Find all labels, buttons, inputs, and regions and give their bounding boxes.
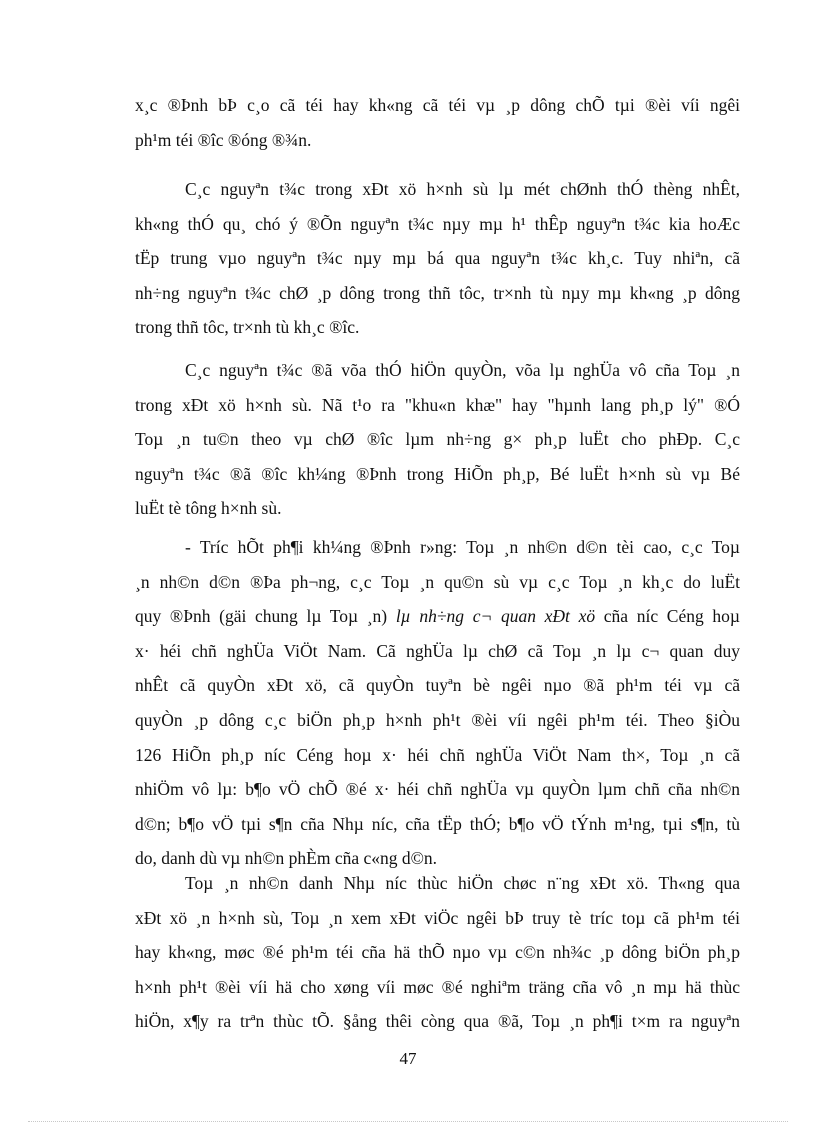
text-line: x· héi chñ nghÜa ViÖt Nam. Cã nghÜa lµ chØ cã Toµ ¸n lµ c¬ quan duy	[135, 640, 740, 661]
text-line: kh«ng thÓ qu¸ chó ý ®Õn nguyªn t¾c nµy mµ h¹ thÊp nguyªn t¾c kia hoÆc	[135, 213, 740, 234]
text-line: luËt tè tông h×nh sù.	[135, 498, 282, 519]
text-segment: cña níc Céng hoµ	[595, 606, 740, 627]
text-line: d©n; b¶o vÖ tµi s¶n cña Nhµ níc, cña tËp thÓ; b¶o vÖ tÝnh m¹ng, tµi s¶n, tù	[135, 813, 740, 834]
text-line: hay kh«ng, møc ®é ph¹m téi cña hä thÕ nµo vµ c©n nh¾c ¸p dông biÖn ph¸p	[135, 942, 740, 963]
text-line: x¸c ®Þnh bÞ c¸o cã téi hay kh«ng cã téi vµ ¸p dông chÕ tµi ®èi víi ngêi	[135, 95, 740, 115]
text-line: Toµ ¸n nh©n danh Nhµ níc thùc hiÖn chøc n¨ng xÐt xö. Th«ng qua	[185, 873, 740, 893]
page-number: 47	[399, 1049, 417, 1068]
text-line: tËp trung vµo nguyªn t¾c nµy mµ bá qua nguyªn t¾c kh¸c. Tuy nhiªn, cã	[135, 248, 740, 269]
text-line: C¸c nguyªn t¾c trong xÐt xö h×nh sù lµ mét chØnh thÓ thèng nhÊt,	[185, 179, 740, 199]
text-line: hiÖn, x¶y ra trªn thùc tÕ. §ång thêi còng qua ®ã, Toµ ¸n ph¶i t×m ra nguyªn	[135, 1011, 740, 1032]
text-line: nhÊt cã quyÒn xÐt xö, cã quyÒn tuyªn bè ngêi nµo ®ã ph¹m téi vµ cã	[135, 675, 740, 696]
paragraph-2	[135, 172, 740, 345]
text-line: C¸c nguyªn t¾c ®ã võa thÓ hiÖn quyÒn, võa lµ nghÜa vô cña Toµ ¸n	[185, 360, 740, 380]
text-line: do, danh dù vµ nh©n phÈm cña c«ng d©n.	[135, 848, 438, 869]
text-line: - Tríc hÕt ph¶i kh¼ng ®Þnh r»ng: Toµ ¸n nh©n d©n tèi cao, c¸c Toµ	[185, 537, 740, 557]
text-line: Toµ ¸n tu©n theo vµ chØ ®îc lµm nh÷ng g× ph¸p luËt cho phÐp. C¸c	[135, 429, 740, 450]
text-segment: quy ®Þnh (gäi chung lµ Toµ ¸n)	[135, 606, 396, 627]
paragraph-3	[135, 353, 740, 526]
paragraph-1	[135, 88, 740, 157]
text-line: xÐt xö ¸n h×nh sù, Toµ ¸n xem xÐt viÖc ngêi bÞ truy tè tríc toµ cã ph¹m téi	[135, 907, 740, 928]
text-line: h×nh ph¹t ®èi víi hä cho xøng víi møc ®é nghiªm träng cña vô ¸n mµ hä thùc	[135, 976, 740, 997]
text-line: trong xÐt xö h×nh sù. Nã t¹o ra "khu«n khæ" hay "hµnh lang ph¸p lý" ®Ó	[135, 394, 740, 415]
text-line: ph¹m téi ®îc ®óng ®¾n.	[135, 129, 312, 150]
text-line: nguyªn t¾c ®ã ®îc kh¼ng ®Þnh trong HiÕn ph¸p, Bé luËt h×nh sù vµ Bé	[135, 463, 740, 484]
text-line-mixed	[135, 599, 740, 634]
text-line: quyÒn ¸p dông c¸c biÖn ph¸p h×nh ph¹t ®èi víi ngêi ph¹m téi. Theo §iÒu	[135, 709, 740, 730]
text-line: 126 HiÕn ph¸p níc Céng hoµ x· héi chñ nghÜa ViÖt Nam th×, Toµ ¸n cã	[135, 744, 740, 765]
italic-text: lµ nh÷ng c¬ quan xÐt xö	[395, 606, 596, 627]
text-line: nh÷ng nguyªn t¾c chØ ¸p dông trong thñ tôc, tr×nh tù nµy mµ kh«ng ¸p dông	[135, 282, 740, 303]
paragraph-4	[135, 530, 740, 876]
paragraph-5	[135, 866, 740, 1039]
text-line: nhiÖm vô lµ: b¶o vÖ chÕ ®é x· héi chñ nghÜa vµ quyÒn lµm chñ cña nh©n	[135, 779, 740, 800]
text-line: ¸n nh©n d©n ®Þa ph¬ng, c¸c Toµ ¸n qu©n sù vµ c¸c Toµ ¸n kh¸c do luËt	[135, 571, 740, 592]
text-line: trong thñ tôc, tr×nh tù kh¸c ®îc.	[135, 317, 360, 338]
footer-divider	[28, 1121, 788, 1122]
